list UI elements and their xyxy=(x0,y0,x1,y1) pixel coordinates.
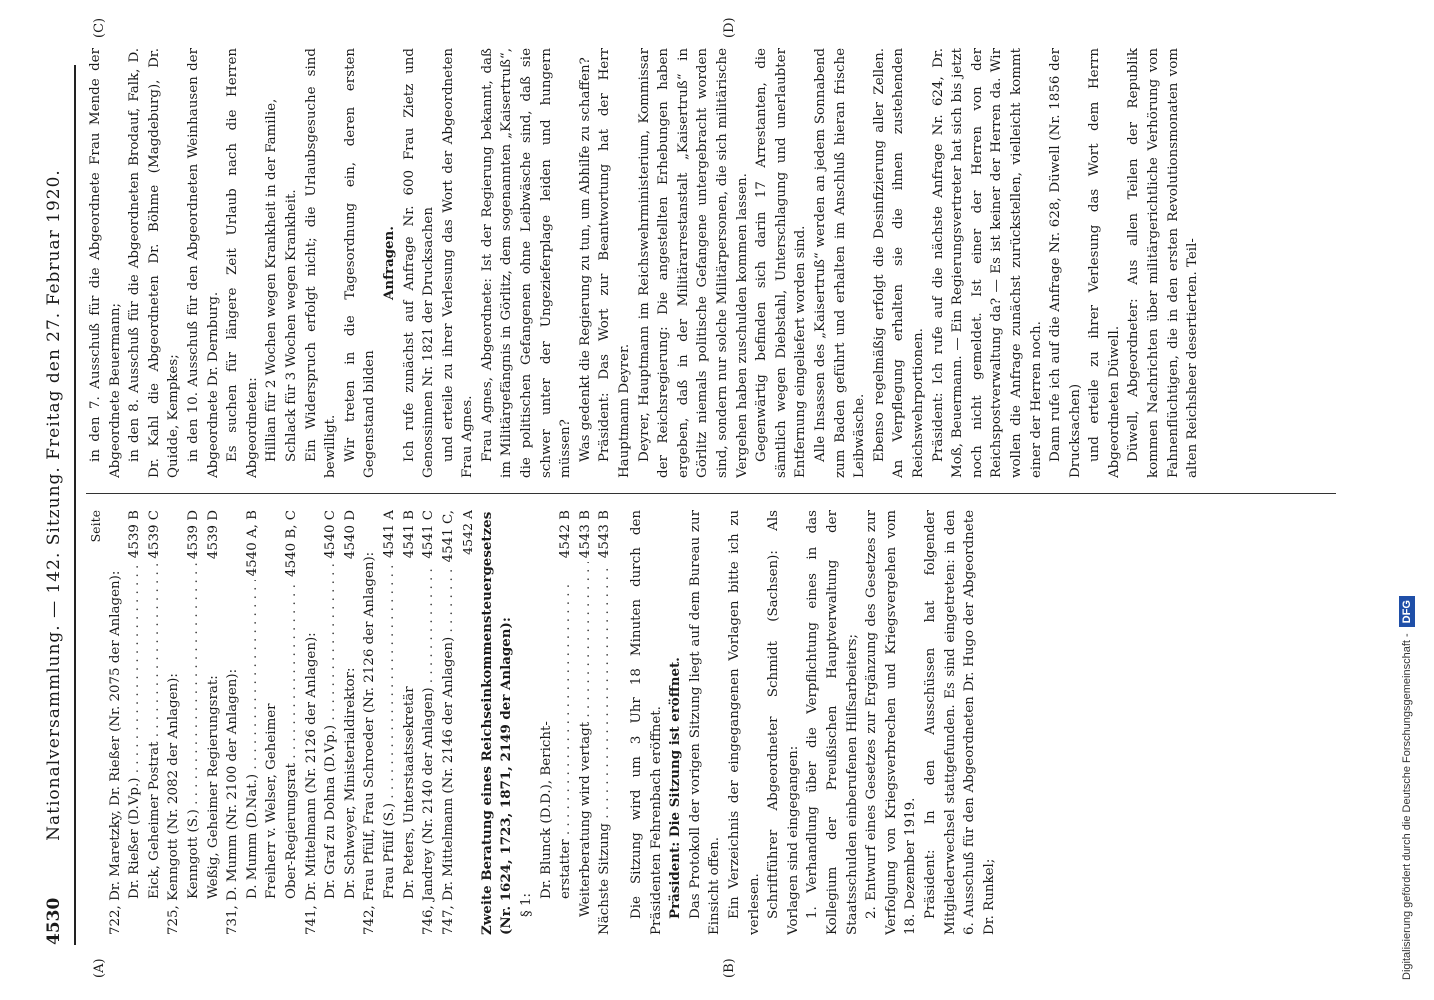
toc-entry-725: 725, Kenngott (Nr. 2082 der Anlagen): xyxy=(166,673,182,935)
body-paragraph: Frau Agnes, Abgeordnete: Ist der Regierung bekannt, daß im Militärgefängnis in Görlitz, dem sogenannten „Kaisertruß“, die politischen Gefangenen ohne Leibwäsche sind, daß sie schwer unter der Ungezieferplage leiden und hungern müssen? xyxy=(479,48,574,478)
toc-row-label-line: Freiherr v. Welser, Geheimer xyxy=(264,703,280,899)
toc-row-page: 4543 B xyxy=(577,510,593,559)
toc-entry-741: 741, Dr. Mittelmann (Nr. 2126 der Anlagen): xyxy=(303,632,319,935)
body-paragraph: Ich rufe zunächst auf Anfrage Nr. 600 Frau Zietz und Genossinnen Nr. 1821 der Drucksachen xyxy=(401,48,437,478)
body-paragraph: Hillian für 2 Wochen wegen Krankheit in der Familie, xyxy=(264,98,280,462)
body-paragraph: Präsident: Die Sitzung ist eröffnet. xyxy=(667,657,684,919)
toc-paragraph-mark: § 1: xyxy=(519,893,535,917)
toc-entry-742: 742, Frau Pfülf, Frau Schroeder (Nr. 2126 der Anlagen): xyxy=(362,551,378,935)
toc-row-page: 4542 B xyxy=(558,510,574,559)
toc-row-page: 4540 C xyxy=(323,510,339,559)
body-paragraph: Was gedenkt die Regierung zu tun, um Abhilfe zu schaffen? xyxy=(577,57,593,462)
toc-row xyxy=(282,510,302,935)
toc-row xyxy=(439,510,459,935)
page-number: 4530 xyxy=(44,897,64,945)
toc-row-label: Dr. Graf zu Dohna (D.Vp.) . . . xyxy=(321,563,341,899)
body-paragraph: Dann rufe ich auf die Anfrage Nr. 628, Düwell (Nr. 1856 der Drucksachen) xyxy=(1048,48,1083,478)
left-column xyxy=(86,510,1336,935)
toc-row-page: 4540 A, B xyxy=(244,510,260,577)
body-paragraph: Alle Insassen des „Kaisertruß“ werden an jedem Sonnabend zum Baden geführt und erhalten im Anschluß hieran frische Leibwäsche. xyxy=(812,48,868,478)
toc-row-label: D. Mumm (D.Nat.) . . . xyxy=(243,580,263,899)
toc-row xyxy=(419,510,439,935)
body-paragraph: Ein Widerspruch erfolgt nicht; die Urlaubsgesuche sind bewilligt. xyxy=(303,48,339,478)
running-title: Nationalversammlung. — 142. Sitzung. Freitag den 27. Februar 1920. xyxy=(44,169,64,841)
body-paragraph: und erteile zu ihrer Verlesung das Wort dem Herrn Abgeordneten Düwell. xyxy=(1087,48,1122,478)
body-paragraph: Präsident: In den Ausschüssen hat folgender Mitgliederwechsel stattgefunden. Es sind eingetreten: in den 6. Ausschuß für den Abgeordneten Dr. Hugo der Abgeordnete Dr. Runkel; xyxy=(922,510,997,935)
toc-row-page: 4540 D xyxy=(342,510,358,560)
margin-mark-a: (A) xyxy=(92,958,107,978)
seite-label: Seite xyxy=(88,510,103,543)
body-paragraph: 1. Verhandlung über die Verpflichtung eines in das Kollegium der Preußischen Hauptverwaltung der Staatsschulden einberufenen Hilfsarbeiters; xyxy=(805,510,860,935)
body-paragraph: Wir treten in die Tagesordnung ein, deren ersten Gegenstand bilden xyxy=(342,48,378,478)
toc-section-heading: Zweite Beratung eines Reichseinkommensteuergesetzes (Nr. 1624, 1723, 1871, 2149 der Anlagen): xyxy=(478,511,515,935)
body-paragraph: in den 8. Ausschuß für die Abgeordneten Brodauf, Falk, D. Dr. Kahl die Abgeordneten Dr. Böhme (Magdeburg), Dr. Quidde, Kempkes; xyxy=(127,48,182,478)
body-paragraph: Das Protokoll der vorigen Sitzung liegt auf dem Bureau zur Einsicht offen. xyxy=(687,510,723,935)
body-paragraph: Ebenso regelmäßig erfolgt die Desinfizierung aller Zellen. An Verpflegung erhalten sie die ihnen zustehenden Reichswehrportionen. xyxy=(871,48,926,478)
body-paragraph: 2. Entwurf eines Gesetzes zur Ergänzung des Gesetzes zur Verfolgung von Kriegsverbrechen und Kriegsvergehen vom 18. Dezember 1919. xyxy=(864,510,919,935)
toc-row xyxy=(595,510,615,935)
body-paragraph: Es suchen für längere Zeit Urlaub nach die Herren Abgeordneten: xyxy=(225,48,260,478)
toc-row xyxy=(380,510,400,935)
toc-entry-722: 722, Dr. Maretzky, Dr. Rießer (Nr. 2075 der Anlagen): xyxy=(107,570,123,935)
toc-row-label: Dr. Rießer (D.Vp.) . . . xyxy=(125,562,145,899)
toc-row-page: 4542 A xyxy=(460,510,476,555)
toc-row-page: 4541 B xyxy=(401,510,417,559)
toc-row-label: erstatter . . . xyxy=(556,562,576,899)
toc-row-label: Dr. Peters, Unterstaatssekretär xyxy=(401,686,417,899)
dfg-logo: DFG xyxy=(1399,596,1415,627)
toc-row xyxy=(400,510,420,935)
toc-row-label: Kenngott (S.) . . . xyxy=(184,563,204,899)
body-paragraph: und erteile zu ihrer Verlesung das Wort der Abgeordneten Frau Agnes. xyxy=(440,48,476,478)
toc-row-page: 4541 A xyxy=(381,510,397,559)
toc-row-page: 4539 D xyxy=(185,510,201,560)
toc-row-label: Nächste Sitzung . . . xyxy=(595,562,615,935)
margin-mark-d: (D) xyxy=(722,17,737,38)
toc-row xyxy=(556,510,576,935)
body-paragraph: Düwell, Abgeordneter: Aus allen Teilen der Republik kommen Nachrichten über militärgerichtliche Verhörung von Fahnenflüchtigen, die in den ersten Revolutionsmonaten vom alten Reichsheer desertierten. Teil- xyxy=(1126,48,1201,478)
toc-row-label: Eick, Geheimer Postrat . . . xyxy=(145,563,165,899)
toc-row-label: Dr. Schweyer, Ministerialdirektor: xyxy=(342,667,358,899)
toc-row-page: 4539 C xyxy=(146,510,162,559)
body-paragraph: Präsident: Das Wort zur Beantwortung hat der Herr Hauptmann Deyrer. xyxy=(597,48,633,478)
toc-row xyxy=(321,510,341,935)
body-paragraph: Präsident: Ich rufe auf die nächste Anfrage Nr. 624, Dr. Moß, Beuermann. — Ein Regierungsvertreter hat sich bis jetzt noch nicht gemeldet. Ist einer der Herren von der Reichspostverwaltung da? — Es ist keiner der Herren da. Wir wollen die Anfrage zunächst zurückstellen, vielleicht kommt einer der Herren noch. xyxy=(930,48,1044,478)
spacer xyxy=(615,510,627,935)
toc-row-page: 4541 C, xyxy=(440,510,456,563)
toc-entry-731: 731, D. Mumm (Nr. 2100 der Anlagen): xyxy=(225,668,241,935)
toc-row xyxy=(341,510,361,935)
toc-row-label: Frau Pfülf (S.) . . . xyxy=(380,562,400,899)
toc-row xyxy=(576,510,596,935)
body-paragraph: Ein Verzeichnis der eingegangenen Vorlagen bitte ich zu verlesen. xyxy=(727,510,762,935)
toc-row-label-line: Dr. Blunck (D.D.), Bericht- xyxy=(538,721,554,899)
toc-row-page: 4539 B xyxy=(127,510,143,559)
toc-row-page: 4541 C xyxy=(421,510,437,559)
body-paragraph: Die Sitzung wird um 3 Uhr 18 Minuten durch den Präsidenten Fehrenbach eröffnet. xyxy=(629,510,664,935)
stamp-text: Digitalisierung gefördert durch die Deutsche Forschungsgemeinschaft - xyxy=(1401,633,1413,980)
column-divider xyxy=(86,493,1336,494)
section-heading: Anfragen. xyxy=(380,226,397,300)
toc-row-label: 747, Dr. Mittelmann (Nr. 2146 der Anlagen) . . . xyxy=(439,566,459,935)
toc-row xyxy=(145,510,165,935)
toc-row xyxy=(184,510,204,935)
digitization-stamp xyxy=(1394,10,1420,990)
margin-mark-b: (B) xyxy=(722,958,737,978)
body-paragraph: in den 10. Ausschuß für den Abgeordneten Weinhausen der Abgeordnete Dr. Dernburg. xyxy=(185,48,221,478)
toc-row xyxy=(243,510,263,935)
right-column xyxy=(86,48,1336,478)
body-paragraph: Schriftführer Abgeordneter Schmidt (Sachsen): Als Vorlagen sind eingegangen: xyxy=(766,510,801,935)
toc-row-label: Ober-Regierungsrat . . . xyxy=(282,581,302,899)
toc-row-label: 746, Jandrey (Nr. 2140 der Anlagen) . . . xyxy=(419,563,439,935)
toc-row-page: 4539 D xyxy=(205,510,221,560)
toc-row-page: 4543 B xyxy=(597,510,613,559)
toc-row xyxy=(125,510,145,935)
toc-row-label: Weiterberatung wird vertagt . . . xyxy=(576,562,596,917)
body-paragraph: Gegenwärtig befinden sich darin 17 Arrestanten, die sämtlich wegen Diebstahl, Unterschlagung und unerlaubter Entfernung eingeliefert worden sind. xyxy=(754,48,809,478)
body-paragraph: Schlack für 3 Wochen wegen Krankheit. xyxy=(283,189,299,462)
margin-mark-c: (C) xyxy=(92,17,107,38)
toc-row-page: 4540 B, C xyxy=(283,510,299,577)
page-header xyxy=(30,65,76,945)
body-paragraph: Deyrer, Hauptmann im Reichswehrministerium, Kommissar der Reichsregierung: Die angestellten Erhebungen haben ergeben, daß in der Militärarrestanstalt „Kaisertruß“ in Görlitz niemals politische Gefangene untergebracht worden sind, sondern nur solche Militärpersonen, die sich militärische Vergehen haben zuschulden kommen lassen. xyxy=(636,48,750,478)
toc-row xyxy=(204,510,224,935)
toc-row-label: Weßig, Geheimer Regierungsrat: xyxy=(205,675,221,899)
body-paragraph: in den 7. Ausschuß für die Abgeordnete Frau Mende der Abgeordnete Beuermann; xyxy=(88,48,123,478)
